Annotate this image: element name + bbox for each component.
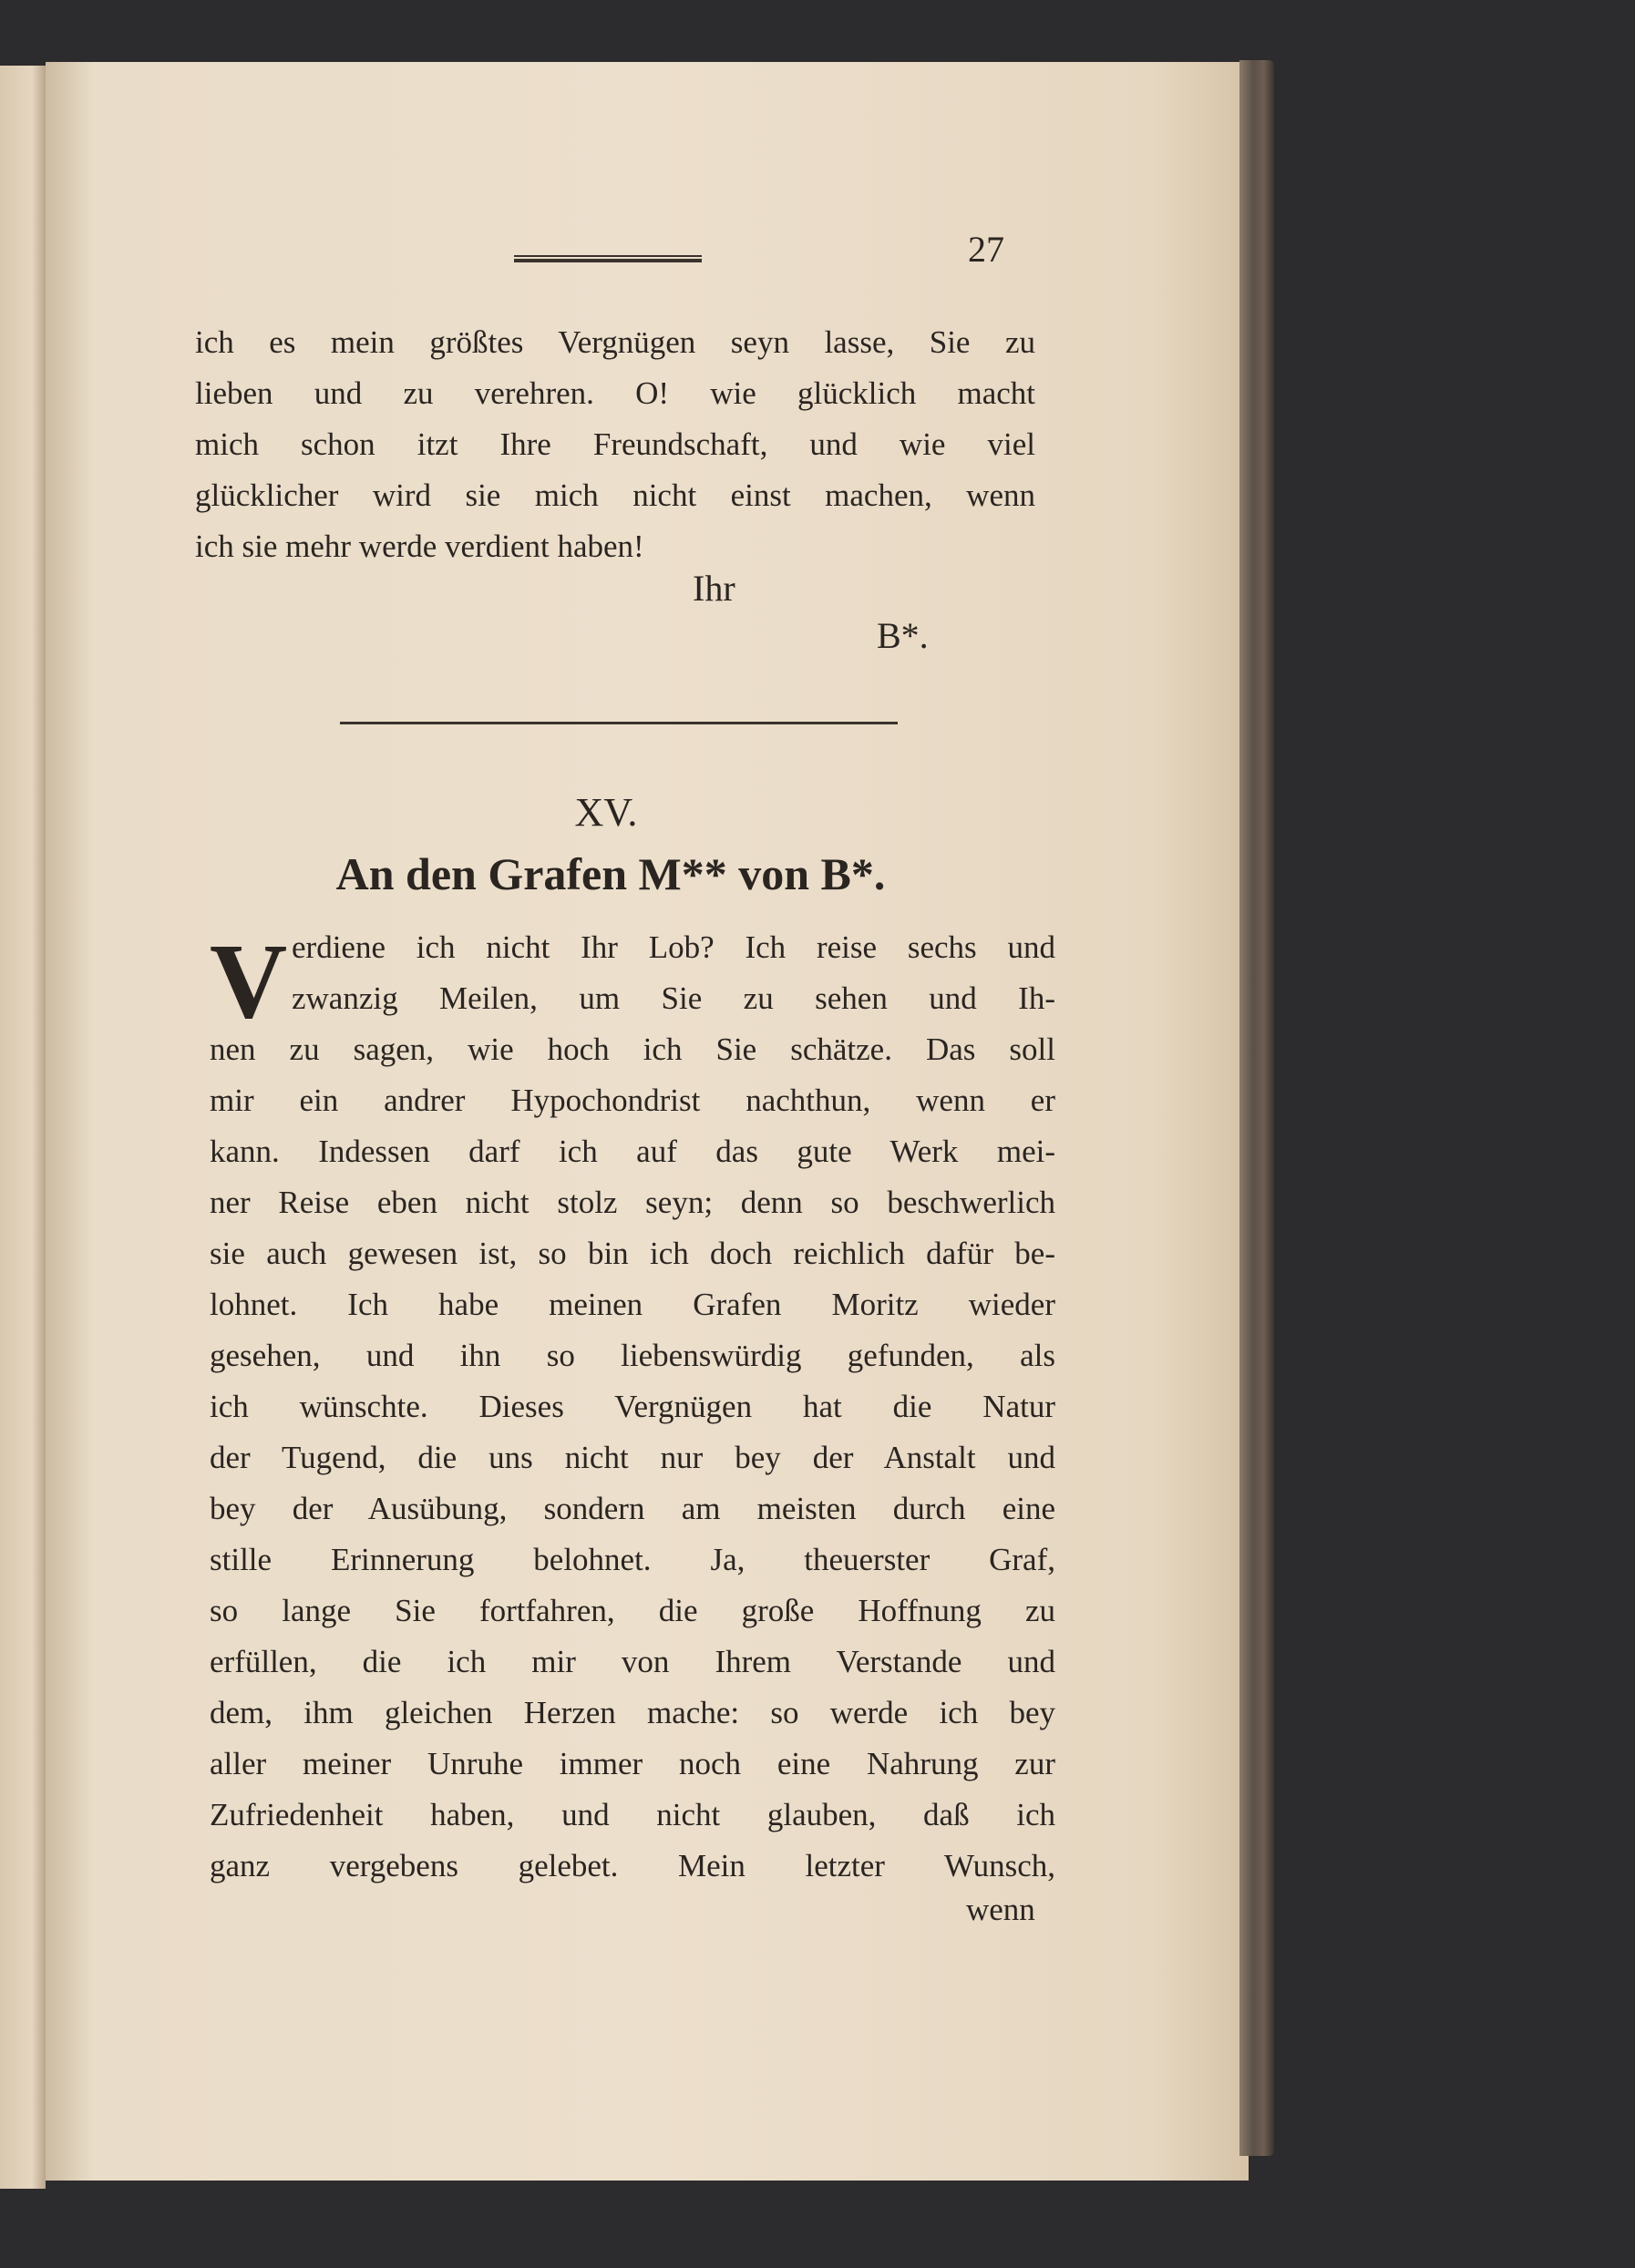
text-line: lieben und zu verehren. O! wie glücklich macht bbox=[195, 375, 1035, 411]
text-line: bey der Ausübung, sondern am meisten durch eine bbox=[210, 1491, 1055, 1526]
closing: Ihr bbox=[693, 568, 735, 609]
text-line: aller meiner Unruhe immer noch eine Nahrung zur bbox=[210, 1746, 1055, 1781]
book-edge bbox=[1239, 60, 1274, 2156]
section-divider bbox=[340, 722, 898, 724]
text-line: nen zu sagen, wie hoch ich Sie schätze. Das soll bbox=[210, 1031, 1055, 1067]
chapter-number: XV. bbox=[574, 790, 638, 835]
catchword: wenn bbox=[966, 1892, 1035, 1927]
signature: B*. bbox=[877, 615, 929, 656]
text-line: Zufriedenheit haben, und nicht glauben, daß ich bbox=[210, 1797, 1055, 1832]
text-line: ganz vergebens gelebet. Mein letzter Wunsch, bbox=[210, 1848, 1055, 1883]
text-line: der Tugend, die uns nicht nur bey der Anstalt und bbox=[210, 1440, 1055, 1475]
text-line: ner Reise eben nicht stolz seyn; denn so beschwerlich bbox=[210, 1185, 1055, 1220]
text-line: erfüllen, die ich mir von Ihrem Verstande und bbox=[210, 1644, 1055, 1679]
text-line: stille Erinnerung belohnet. Ja, theuerster Graf, bbox=[210, 1542, 1055, 1577]
text-line: lohnet. Ich habe meinen Grafen Moritz wieder bbox=[210, 1287, 1055, 1322]
text-line: dem, ihm gleichen Herzen mache: so werde ich bey bbox=[210, 1695, 1055, 1730]
text-line: zwanzig Meilen, um Sie zu sehen und Ih- bbox=[292, 980, 1055, 1016]
drop-cap: V bbox=[210, 921, 288, 1041]
text-line: gesehen, und ihn so liebenswürdig gefunden, als bbox=[210, 1338, 1055, 1373]
text-line: mir ein andrer Hypochondrist nachthun, wenn er bbox=[210, 1083, 1055, 1118]
page-number: 27 bbox=[968, 229, 1004, 270]
text-line: mich schon itzt Ihre Freundschaft, und wie viel bbox=[195, 426, 1035, 462]
text-line: erdiene ich nicht Ihr Lob? Ich reise sechs und bbox=[292, 929, 1055, 965]
text-line: sie auch gewesen ist, so bin ich doch reichlich dafür be- bbox=[210, 1236, 1055, 1271]
text-line: ich wünschte. Dieses Vergnügen hat die Natur bbox=[210, 1389, 1055, 1424]
header-rule bbox=[514, 255, 702, 262]
text-line: ich es mein größtes Vergnügen seyn lasse, Sie zu bbox=[195, 324, 1035, 360]
text-line: so lange Sie fortfahren, die große Hoffnung zu bbox=[210, 1593, 1055, 1628]
facing-page-edge bbox=[0, 66, 46, 2189]
letter-title: An den Grafen M** von B*. bbox=[335, 848, 886, 899]
text-line: kann. Indessen darf ich auf das gute Werk mei- bbox=[210, 1134, 1055, 1169]
text-line: ich sie mehr werde verdient haben! bbox=[195, 529, 644, 564]
text-line: glücklicher wird sie mich nicht einst machen, wenn bbox=[195, 477, 1035, 513]
